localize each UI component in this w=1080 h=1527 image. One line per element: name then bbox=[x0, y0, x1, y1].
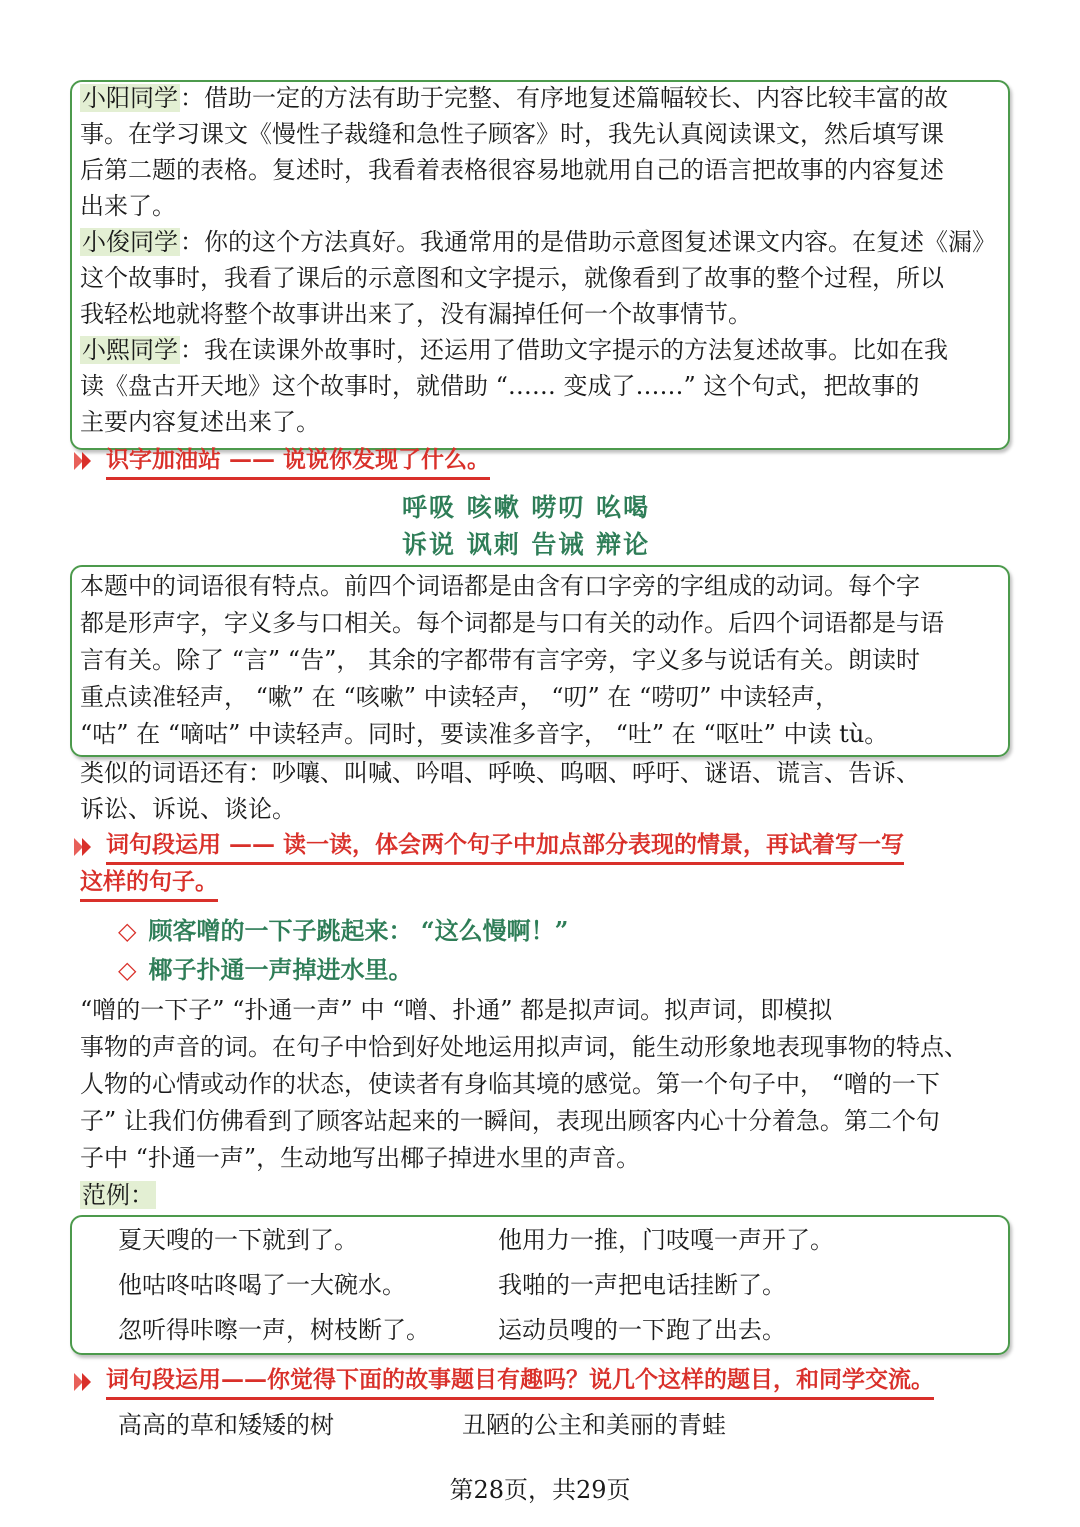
analysis-line: 子” 让我们仿佛看到了顾客站起来的一瞬间，表现出顾客内心十分着急。第二个句 bbox=[80, 1107, 940, 1135]
section-arrow-icon bbox=[74, 836, 100, 858]
dialogue-line: 我轻松地就将整个故事讲出来了，没有漏掉任何一个故事情节。 bbox=[80, 300, 752, 328]
dialogue-line: 小熙同学：我在读课外故事时，还运用了借助文字提示的方法复述故事。比如在我 bbox=[82, 336, 948, 364]
dialogue-line: 这个故事时，我看了课后的示意图和文字提示，就像看到了故事的整个过程，所以 bbox=[80, 264, 944, 292]
story-title: 高高的草和矮矮的树 bbox=[118, 1411, 334, 1439]
dialogue-line: 读《盘古开天地》这个故事时，就借助 “…… 变成了……” 这个句式，把故事的 bbox=[80, 372, 920, 400]
word-row-1: 呼吸 咳嗽 唠叨 吆喝 bbox=[402, 493, 651, 522]
example-item: 夏天嗖的一下就到了。 bbox=[118, 1226, 358, 1254]
dialogue-line: 主要内容复述出来了。 bbox=[80, 408, 320, 436]
story-title: 丑陋的公主和美丽的青蛙 bbox=[462, 1411, 726, 1439]
speaker-tag: 小阳同学 bbox=[82, 84, 178, 112]
explanation-line: 重点读准轻声， “嗽” 在 “咳嗽” 中读轻声， “叨” 在 “唠叨” 中读轻声， bbox=[80, 683, 840, 711]
dialogue-line: 出来了。 bbox=[80, 192, 176, 220]
word-row-2: 诉说 讽刺 告诫 辩论 bbox=[402, 530, 651, 559]
analysis-line: 人物的心情或动作的状态，使读者有身临其境的感觉。第一个句子中， “噌的一下 bbox=[80, 1070, 940, 1098]
section-arrow-icon bbox=[74, 450, 100, 472]
similar-words-line: 类似的词语还有：吵嚷、叫喊、吟唱、呼唤、呜咽、呼吁、谜语、谎言、告诉、 bbox=[80, 759, 920, 787]
dialogue-line: 后第二题的表格。复述时，我看着表格很容易地就用自己的语言把故事的内容复述 bbox=[80, 156, 944, 184]
analysis-line: “噌的一下子” “扑通一声” 中 “噌、扑通” 都是拟声词。拟声词，即模拟 bbox=[80, 996, 833, 1024]
diamond-icon: ◇ bbox=[118, 917, 137, 945]
analysis-line: 子中 “扑通一声”，生动地写出椰子掉进水里的声音。 bbox=[80, 1144, 641, 1172]
speaker-tag: 小俊同学 bbox=[82, 228, 178, 256]
dialogue-line: 事。在学习课文《慢性子裁缝和急性子顾客》时，我先认真阅读课文，然后填写课 bbox=[80, 120, 944, 148]
diamond-icon: ◇ bbox=[118, 956, 137, 984]
example-item: 运动员嗖的一下跑了出去。 bbox=[498, 1316, 786, 1344]
explanation-line: 言有关。除了 “言” “告”， 其余的字都带有言字旁，字义多与说话有关。朗读时 bbox=[80, 646, 920, 674]
section-heading-literacy: 识字加油站 —— 说说你发现了什么。 bbox=[106, 444, 490, 480]
explanation-line: 本题中的词语很有特点。前四个词语都是由含有口字旁的字组成的动词。每个字 bbox=[80, 572, 920, 600]
section-heading-titles: 词句段运用——你觉得下面的故事题目有趣吗？说几个这样的题目，和同学交流。 bbox=[106, 1364, 934, 1400]
section-heading-sentence: 词句段运用 —— 读一读，体会两个句子中加点部分表现的情景，再试着写一写 bbox=[106, 829, 904, 865]
speaker-tag: 小熙同学 bbox=[82, 336, 178, 364]
dialogue-line: 小阳同学：借助一定的方法有助于完整、有序地复述篇幅较长、内容比较丰富的故 bbox=[82, 84, 948, 112]
similar-words-line: 诉讼、诉说、谈论。 bbox=[80, 795, 296, 823]
example-item: 他用力一推，门吱嘎一声开了。 bbox=[498, 1226, 834, 1254]
dialogue-line: 小俊同学：你的这个方法真好。我通常用的是借助示意图复述课文内容。在复述《漏》 bbox=[82, 228, 996, 256]
example-sentence: ◇ 顾客噌的一下子跳起来： “这么慢啊！” bbox=[118, 916, 569, 945]
analysis-line: 事物的声音的词。在句子中恰到好处地运用拟声词，能生动形象地表现事物的特点、 bbox=[80, 1033, 968, 1061]
example-item: 他咕咚咕咚喝了一大碗水。 bbox=[118, 1271, 406, 1299]
section-heading-sentence-cont: 这样的句子。 bbox=[80, 866, 218, 902]
explanation-line: 都是形声字，字义多与口相关。每个词都是与口有关的动作。后四个词语都是与语 bbox=[80, 609, 944, 637]
example-label: 范例： bbox=[82, 1181, 154, 1209]
explanation-line: “咕” 在 “嘀咕” 中读轻声。同时，要读准多音字， “吐” 在 “呕吐” 中读 tù。 bbox=[80, 720, 889, 748]
section-arrow-icon bbox=[74, 1371, 100, 1393]
example-sentence: ◇ 椰子扑通一声掉进水里。 bbox=[118, 955, 413, 984]
example-item: 忽听得咔嚓一声，树枝断了。 bbox=[118, 1316, 430, 1344]
example-item: 我啪的一声把电话挂断了。 bbox=[498, 1271, 786, 1299]
page-footer: 第28页，共29页 bbox=[449, 1476, 631, 1504]
